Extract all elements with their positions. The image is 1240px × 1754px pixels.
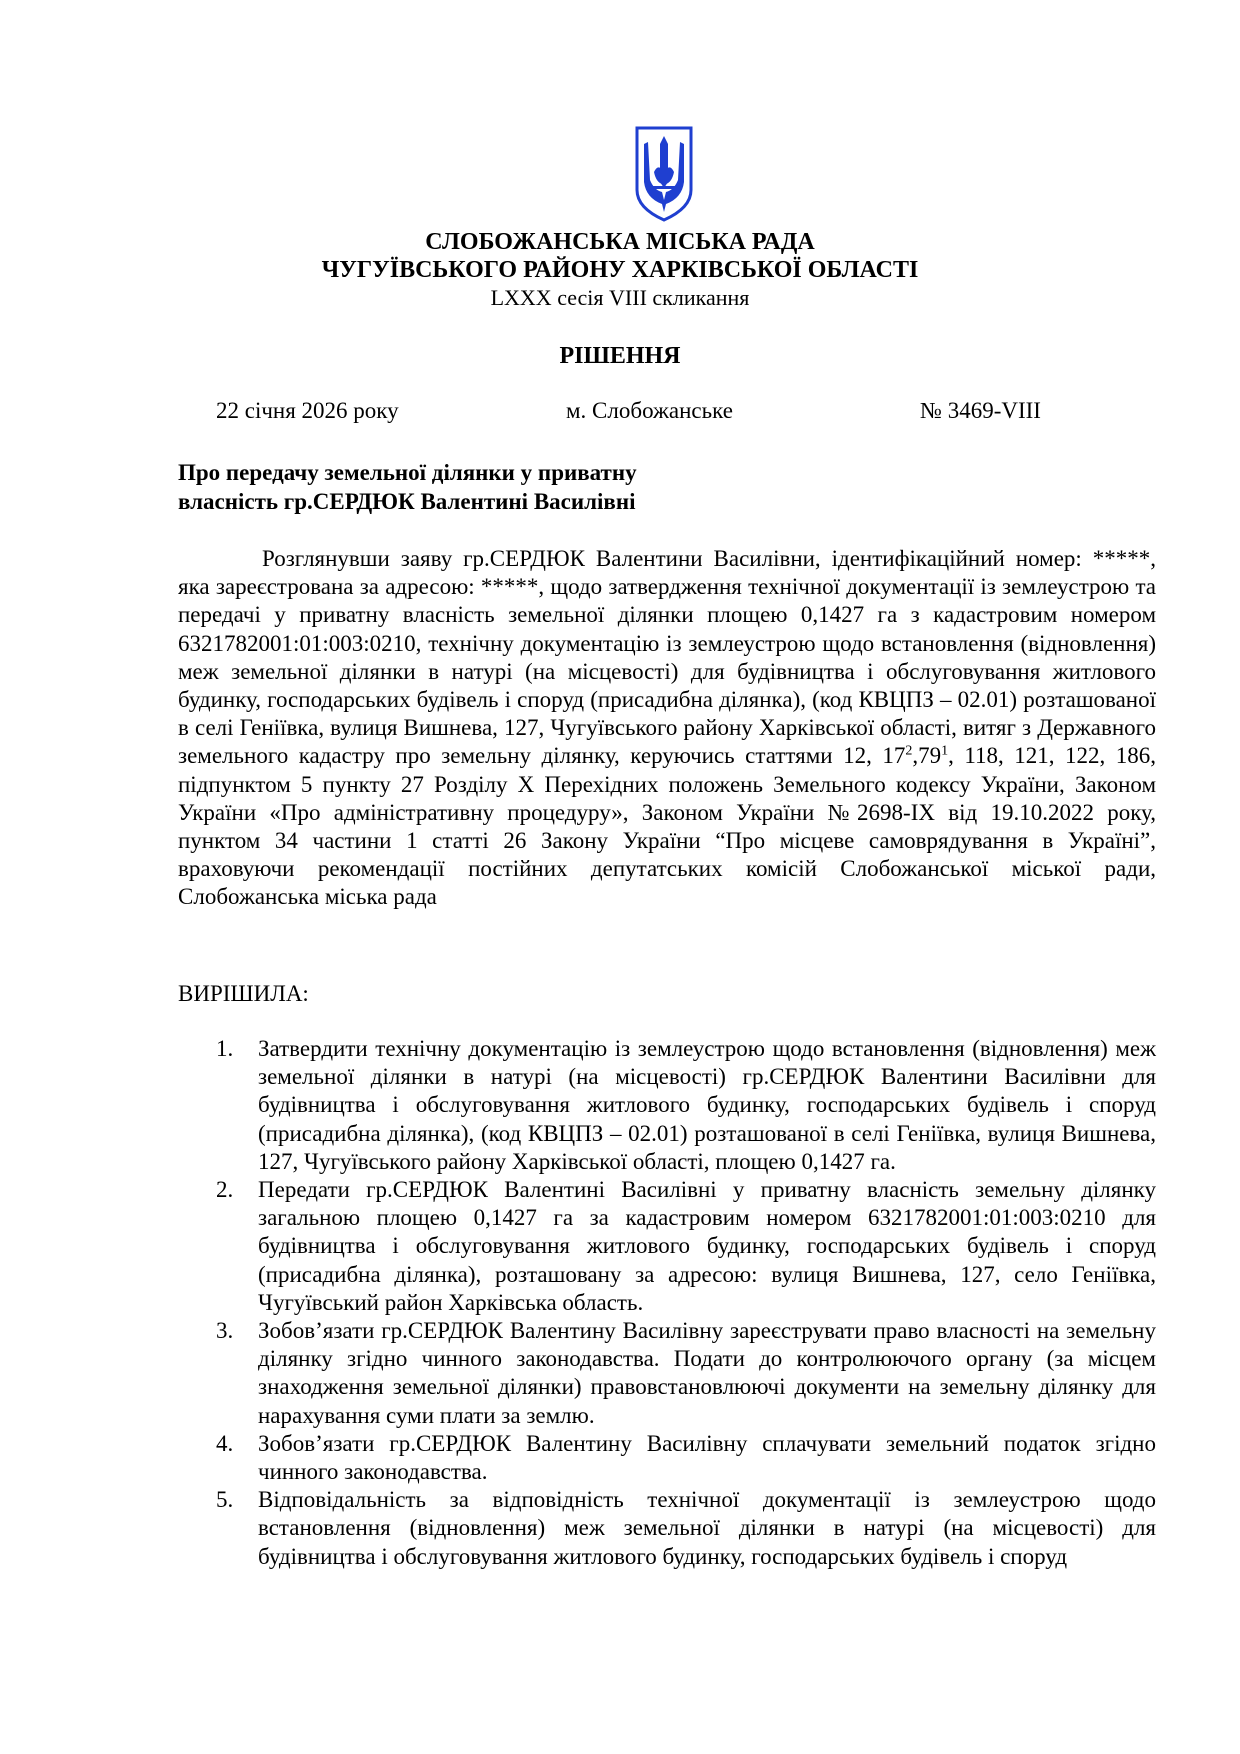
decision-item	[178, 1035, 1156, 1176]
preamble-superscript-1: 2	[905, 743, 913, 759]
subject-line-2: власність гр.СЕРДЮК Валентині Василівні	[178, 489, 636, 514]
preamble-paragraph	[178, 545, 1156, 912]
item-text: Зобов’язати гр.СЕРДЮК Валентину Василівну зареєструвати право власності на земельну ділянку згідно чинного законодавства. Подати до контролюючого органу (за місцем знаходження земельної ділянки) правовстановлюючі документи на земельну ділянку для нарахування суми плати за землю.	[258, 1318, 1156, 1428]
item-number: 3.	[216, 1318, 234, 1344]
subject-line-1: Про передачу земельної ділянки у приватну	[178, 460, 637, 485]
decision-item	[178, 1176, 1156, 1317]
item-text: Затвердити технічну документацію із землеустрою щодо встановлення (відновлення) меж земельної ділянки в натурі (на місцевості) гр.СЕРДЮК Валентини Василівни для будівництва і обслуговування житлового будинку, господарських будівель і споруд (присадибна ділянка), (код КВЦПЗ – 02.01) розташованої в селі Геніївка, вулиця Вишнева, 127, Чугуївського району Харківської області, площею 0,1427 га.	[258, 1036, 1156, 1174]
decision-place: м. Слобожанське	[566, 398, 733, 423]
item-number: 2.	[216, 1177, 234, 1203]
preamble-text-1: Розглянувши заяву гр.СЕРДЮК Валентини Василівни, ідентифікаційний номер: *****, яка зареєстрована за адресою: *****, щодо затвердження технічної документації із землеустрою та передачі у приватну власність земельної ділянки площею 0,1427 га з кадастровим номером 6321782001:01:003:0210, технічну документацію із землеустрою щодо встановлення (відновлення) меж земельної ділянки в натурі (на місцевості) для будівництва і обслуговування житлового будинку, господарських будівель і споруд (присадибна ділянка), (код КВЦПЗ – 02.01) розташованої в селі Геніївка, вулиця Вишнева, 127, Чугуївського району Харківської області, витяг з Державного земельного кадастру про земельну ділянку, керуючись статтями 12, 17	[178, 546, 1156, 769]
item-text: Відповідальність за відповідність технічної документації із землеустрою щодо встановлення (відновлення) меж земельної ділянки в натурі (на місцевості) для будівництва і обслуговування житлового будинку, господарських будівель і споруд	[258, 1487, 1156, 1569]
council-name: СЛОБОЖАНСЬКА МІСЬКА РАДА	[425, 229, 815, 255]
item-text: Передати гр.СЕРДЮК Валентині Василівні у приватну власність земельну ділянку загальною площею 0,1427 га за кадастровим номером 6321782001:01:003:0210 для будівництва і обслуговування житлового будинку, господарських будівель і споруд (присадибна ділянка), розташовану за адресою: вулиця Вишнева, 127, село Геніївка, Чугуївський район Харківська область.	[258, 1177, 1156, 1315]
item-text: Зобов’язати гр.СЕРДЮК Валентину Василівну сплачувати земельний податок згідно чинного законодавства.	[258, 1430, 1156, 1485]
item-number: 4.	[216, 1430, 234, 1456]
resolved-label: ВИРІШИЛА:	[178, 981, 309, 1006]
preamble-superscript-2: 1	[941, 743, 949, 759]
session-info: LXXX сесія VIII скликання	[490, 285, 750, 310]
council-district: ЧУГУЇВСЬКОГО РАЙОНУ ХАРКІВСЬКОЇ ОБЛАСТІ	[321, 257, 919, 283]
council-header	[0, 228, 1240, 312]
decision-item	[178, 1430, 1156, 1486]
preamble-text-2: ,79	[912, 743, 942, 769]
item-number: 1.	[216, 1036, 234, 1061]
decision-date: 22 січня 2026 року	[216, 398, 399, 423]
decision-meta	[0, 396, 1240, 426]
decision-items	[178, 1035, 1156, 1571]
trident-emblem-icon	[632, 124, 696, 224]
decision-title: РІШЕННЯ	[559, 343, 681, 369]
decision-item	[178, 1486, 1156, 1571]
decision-number: № 3469-VIII	[920, 398, 1041, 423]
preamble-text-3: , 118, 121, 122, 186, підпунктом 5 пункту 27 Розділу X Перехідних положень Земельного кодексу України, Законом України «Про адміністративну процедуру», Законом України №2698-IX від 19.10.2022 року, пунктом 34 частини 1 статті 26 Закону України “Про місцеве самоврядування в Україні”, враховуючи рекомендації постійних депутатських комісій Слобожанської міської ради, Слобожанська міська рада	[178, 743, 1156, 910]
decision-item	[178, 1317, 1156, 1430]
decision-subject	[178, 458, 738, 516]
item-number: 5.	[216, 1487, 234, 1513]
